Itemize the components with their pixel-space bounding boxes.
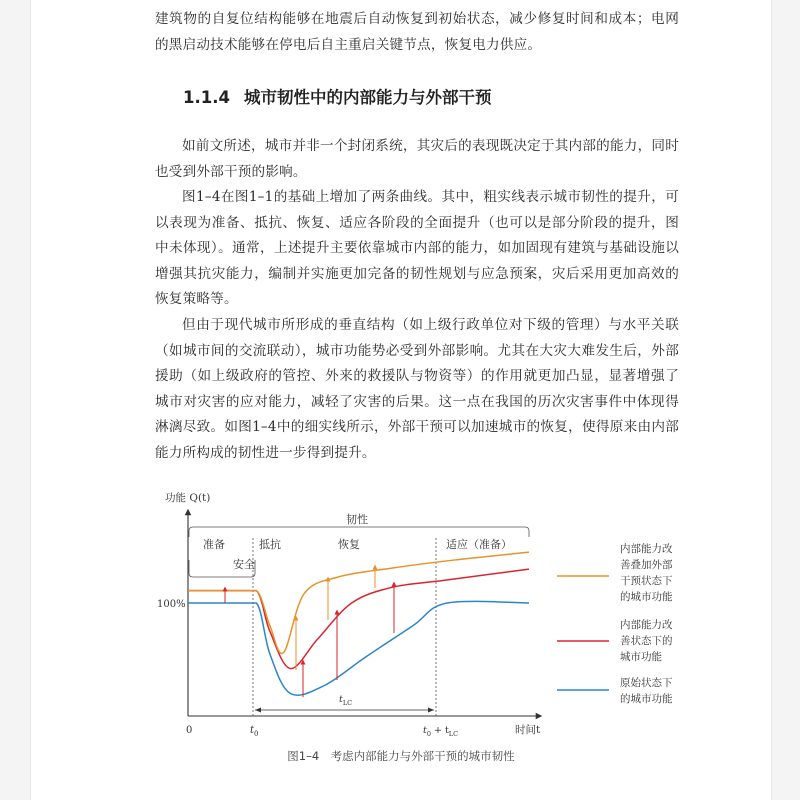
paragraph-internal-capacity: 图1–4在图1–1的基础上增加了两条曲线。其中，粗实线表示城市韧性的提升，可以表现为准备、抵抗、恢复、适应各阶段的全面提升（也可以是部分阶段的提升，图中未体现）。通常，上述提升主要依靠城市内部的能力，如加固现有建筑与基础设施以增强其抗灾能力，编制并实施更加完备的韧性规划与应急预案，灾后采用更加高效的恢复策略等。 bbox=[155, 189, 679, 308]
y-axis-label: 功能 Q(t) bbox=[165, 492, 211, 504]
figure-caption: 图1–4 考虑内部能力与外部干预的城市韧性 bbox=[287, 749, 515, 763]
x-axis-label: 时间t bbox=[515, 724, 541, 736]
phase-recover: 恢复 bbox=[338, 538, 360, 551]
tlc-label: $t_{LC}$ bbox=[339, 694, 353, 707]
resilience-bracket bbox=[189, 527, 529, 537]
legend-label-red: 内部能力改 善状态下的 城市功能 bbox=[620, 619, 673, 663]
paragraph-self-recovery: 建筑物的自复位结构能够在地震后自动恢复到初始状态，减少修复时间和成本；电网的黑启动技术能够在停电后自主重启关键节点，恢复电力供应。 bbox=[155, 11, 679, 53]
internal-improvement-curve bbox=[188, 569, 529, 669]
t0-tlc-tick-label: $t_0 + t_{LC}$ bbox=[423, 725, 459, 738]
phase-adapt: 适应（准备） bbox=[446, 538, 512, 551]
paragraph-intro: 如前文所述，城市并非一个封闭系统，其灾后的表现既决定于其内部的能力，同时也受到外部干预的影响。 bbox=[155, 138, 679, 180]
document-page bbox=[30, 0, 772, 800]
section-title: 城市韧性中的内部能力与外部干预 bbox=[243, 88, 492, 107]
resilience-label: 韧性 bbox=[346, 513, 368, 526]
original-function-curve bbox=[188, 601, 529, 695]
legend-label-blue: 原始状态下 的城市功能 bbox=[620, 677, 673, 705]
origin-label: 0 bbox=[186, 725, 193, 736]
section-number: 1.1.4 bbox=[183, 88, 230, 107]
resilience-figure bbox=[31, 0, 771, 800]
safety-label: 安全 bbox=[233, 558, 255, 571]
phase-prepare: 准备 bbox=[203, 538, 225, 551]
t0-tick-label: $t_0$ bbox=[250, 725, 259, 738]
paragraph-external-intervention: 但由于现代城市所形成的垂直结构（如上级行政单位对下级的管理）与水平关联（如城市间的交流联动），城市功能势必受到外部影响。尤其在大灾大难发生后，外部援助（如上级政府的管控、外来的救援队与物资等）的作用就更加凸显，显著增强了城市对灾害的应对能力，减轻了灾害的后果。这一点在我国的历次灾害事件中体现得淋漓尽致。如图1–4中的细实线所示，外部干预可以加速城市的恢复，使得原来由内部能力所构成的韧性进一步得到提升。 bbox=[155, 317, 679, 461]
legend bbox=[557, 542, 676, 705]
legend-label-orange: 内部能力改 善叠加外部 干预状态下 的城市功能 bbox=[620, 543, 673, 603]
phase-resist: 抵抗 bbox=[259, 538, 281, 551]
hundred-percent-label: 100% bbox=[157, 599, 186, 610]
